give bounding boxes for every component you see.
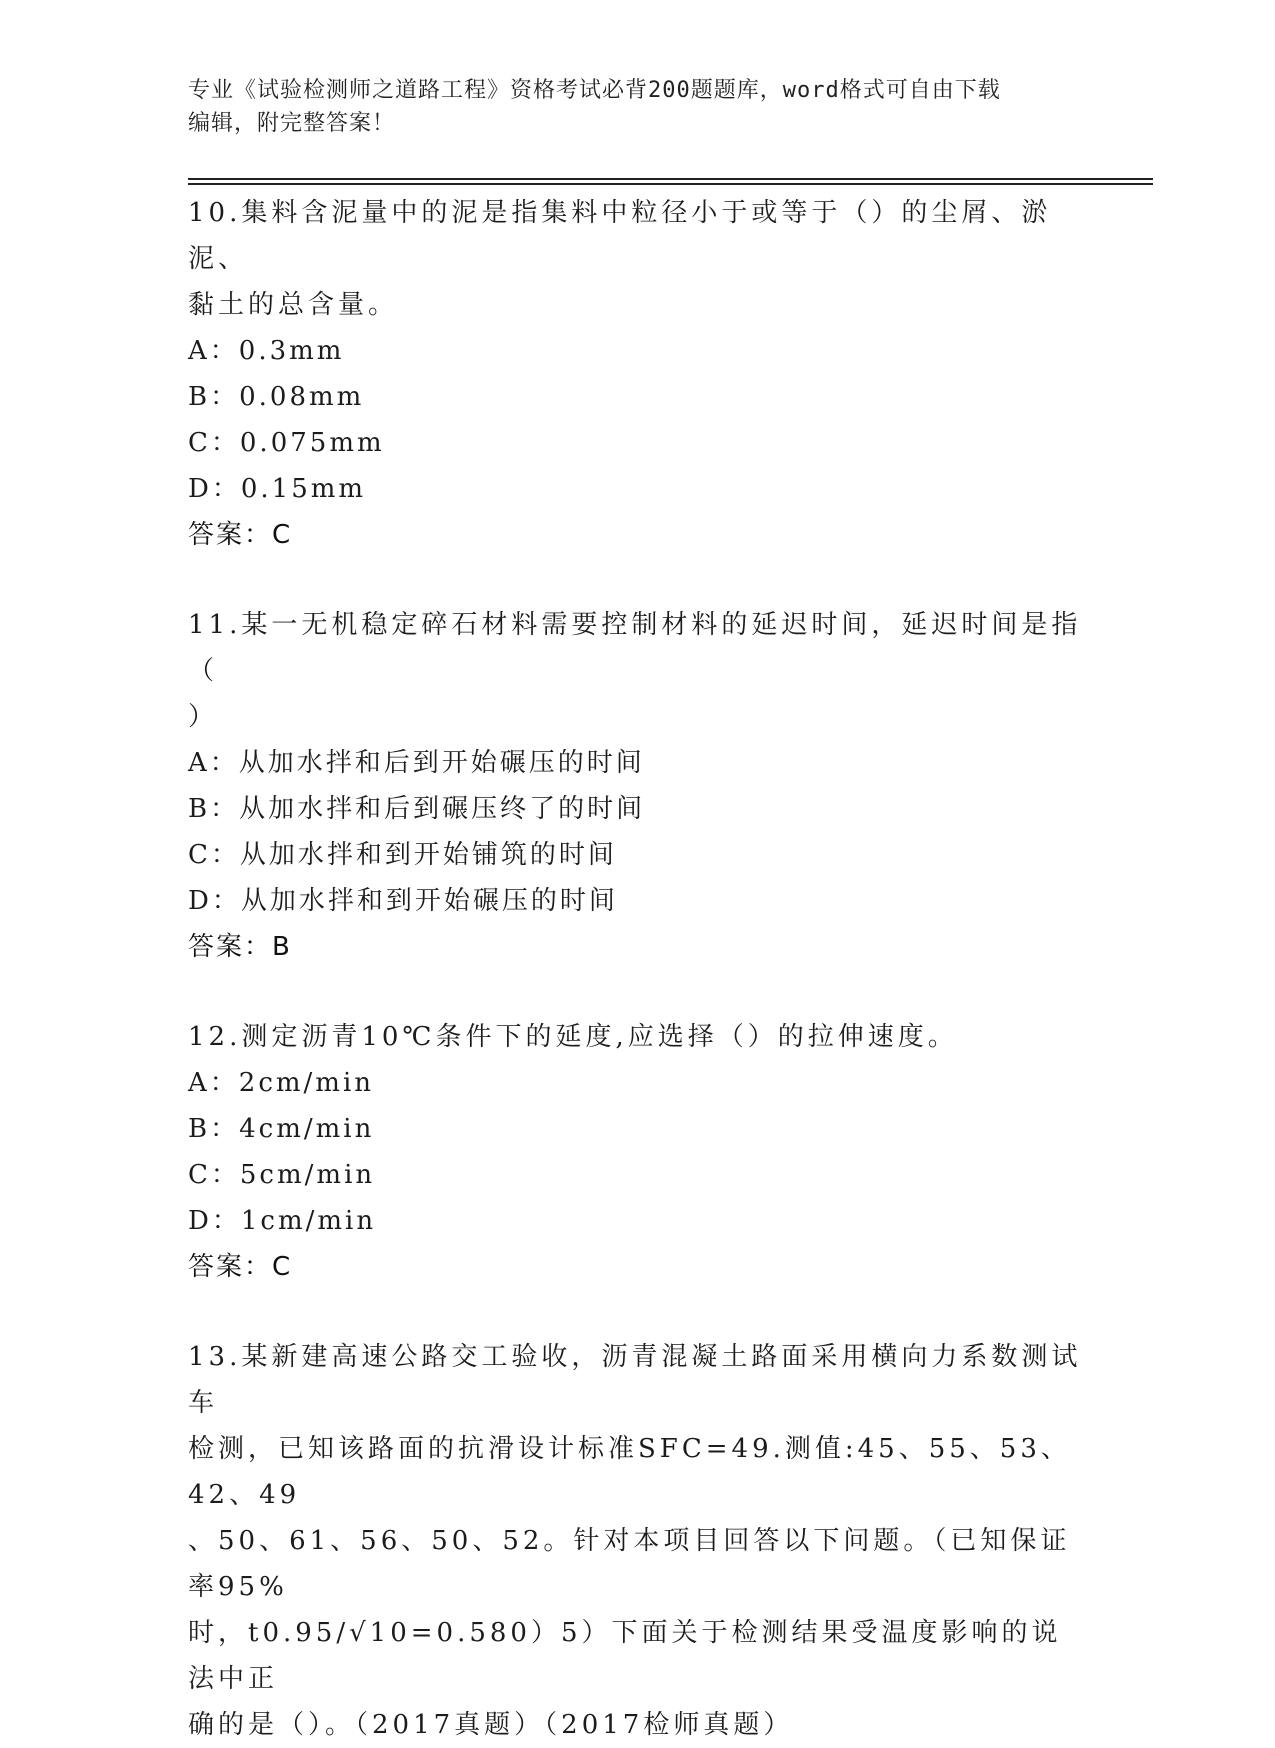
question-spacer bbox=[188, 1290, 1088, 1334]
option-b: B：4cm/min bbox=[188, 1114, 375, 1144]
option-c: C：0.075mm bbox=[188, 428, 385, 458]
answer-label: 答案：C bbox=[188, 1252, 293, 1282]
header-divider-bottom bbox=[188, 183, 1153, 185]
option-c: C：从加水拌和到开始铺筑的时间 bbox=[188, 840, 617, 870]
question-10 bbox=[188, 190, 1088, 558]
option-a: A：2cm/min bbox=[188, 1068, 375, 1098]
header-line-1: 专业《试验检测师之道路工程》资格考试必背200题题库，word格式可自由下载 bbox=[188, 78, 1001, 103]
option-a: A：0.3mm bbox=[188, 336, 345, 366]
question-stem: 13.某新建高速公路交工验收，沥青混凝土路面采用横向力系数测试车 bbox=[188, 1342, 1082, 1418]
header-divider-top bbox=[188, 178, 1153, 180]
question-13 bbox=[188, 1334, 1088, 1748]
question-11 bbox=[188, 602, 1088, 970]
option-d: D：1cm/min bbox=[188, 1206, 377, 1236]
question-stem: 10.集料含泥量中的泥是指集料中粒径小于或等于（）的尘屑、淤泥、 bbox=[188, 198, 1052, 274]
option-c: C：5cm/min bbox=[188, 1160, 376, 1190]
option-b: B：0.08mm bbox=[188, 382, 365, 412]
option-d: D：从加水拌和到开始碾压的时间 bbox=[188, 886, 618, 916]
question-stem: ） bbox=[188, 702, 219, 732]
option-d: D：0.15mm bbox=[188, 474, 367, 504]
question-12 bbox=[188, 1014, 1088, 1290]
option-a: A：从加水拌和后到开始碾压的时间 bbox=[188, 748, 645, 778]
answer-label: 答案：B bbox=[188, 932, 292, 962]
question-stem: 12.测定沥青10℃条件下的延度,应选择（）的拉伸速度。 bbox=[188, 1022, 958, 1052]
question-stem: 、50、61、56、50、52。针对本项目回答以下问题。（已知保证率95% bbox=[188, 1526, 1071, 1602]
option-b: B：从加水拌和后到碾压终了的时间 bbox=[188, 794, 646, 824]
question-stem: 确的是（）。（2017真题）（2017检师真题） bbox=[188, 1710, 794, 1740]
question-spacer bbox=[188, 970, 1088, 1014]
question-stem: 检测，已知该路面的抗滑设计标准SFC=49.测值:45、55、53、42、49 bbox=[188, 1434, 1071, 1510]
header-line-2: 编辑，附完整答案！ bbox=[188, 111, 396, 136]
document-header bbox=[188, 74, 1068, 140]
answer-label: 答案：C bbox=[188, 520, 293, 550]
question-stem: 时，t0.95/√10=0.580）5）下面关于检测结果受温度影响的说法中正 bbox=[188, 1618, 1062, 1694]
question-stem: 11.某一无机稳定碎石材料需要控制材料的延迟时间，延迟时间是指（ bbox=[188, 610, 1082, 686]
question-stem: 黏土的总含量。 bbox=[188, 290, 399, 320]
question-list bbox=[188, 190, 1088, 1748]
question-spacer bbox=[188, 558, 1088, 602]
